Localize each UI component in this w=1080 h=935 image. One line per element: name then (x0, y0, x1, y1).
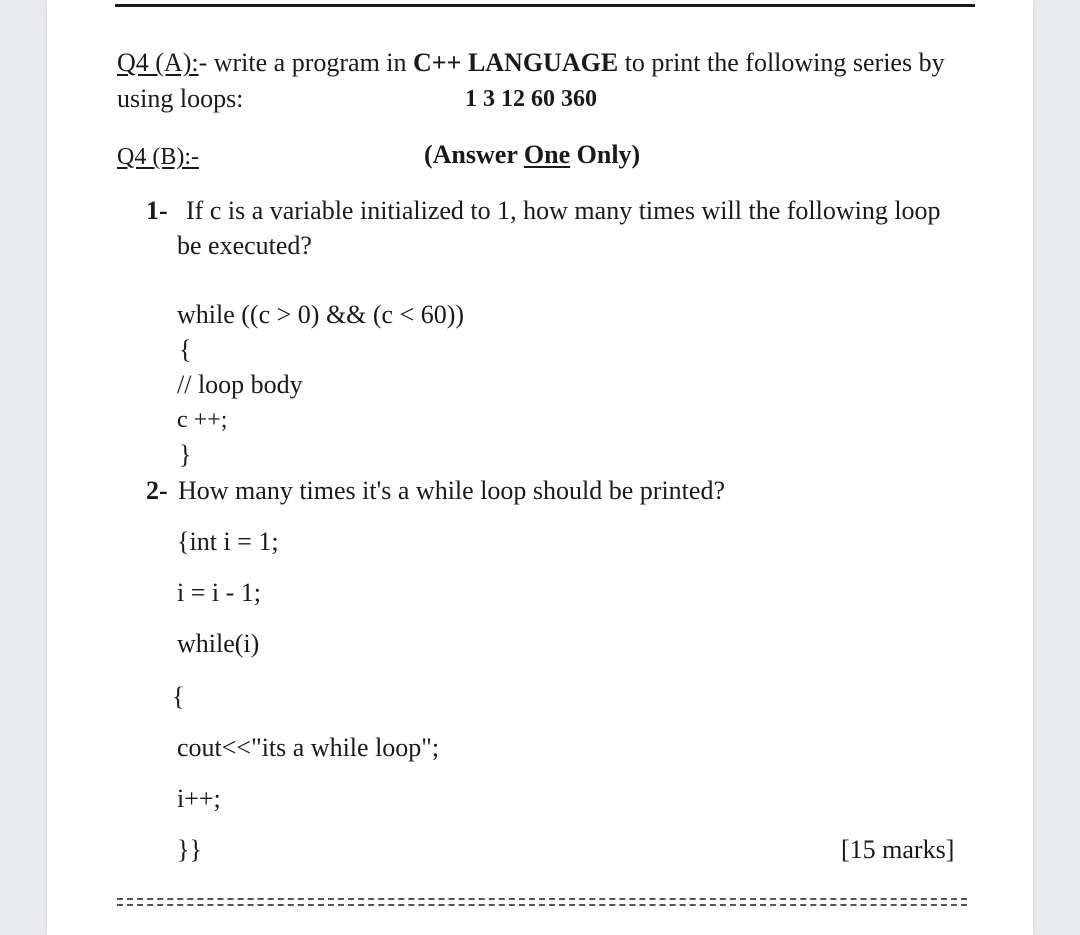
q4b-label: Q4 (B):- (117, 144, 199, 170)
bottom-divider (117, 898, 967, 906)
q4a-label: Q4 (A): (117, 48, 199, 77)
q4a-line1 (117, 48, 945, 78)
question1-line2: be executed? (177, 231, 312, 260)
marks-label: [15 marks] (841, 835, 955, 864)
question1-number: 1- (146, 196, 168, 225)
q4a-rest: to print the following series by (618, 48, 945, 77)
q4a-line2: using loops: (117, 84, 244, 113)
question2-text: How many times it's a while loop should be printed? (178, 476, 725, 505)
question2-number: 2- (146, 476, 168, 505)
q1-code-line: // loop body (177, 370, 303, 399)
q2-code-line: cout<<"its a while loop"; (177, 733, 440, 762)
q2-code-line: while(i) (177, 629, 260, 658)
q2-code-line: i = i - 1; (177, 578, 261, 607)
top-divider (115, 4, 975, 7)
q2-code-line: {int i = 1; (177, 527, 279, 556)
q2-code-line: i++; (177, 784, 221, 813)
answer-open: (Answer (424, 140, 524, 169)
q1-code-line: c ++; (177, 407, 228, 433)
q2-code-line: { (172, 682, 185, 711)
q1-code-line: { (179, 335, 192, 364)
answer-one: One (523, 140, 571, 169)
answer-close: Only) (570, 140, 641, 169)
q4a-series: 1 3 12 60 360 (465, 86, 597, 112)
q4a-language: C++ LANGUAGE (413, 48, 619, 77)
q4a-dash: - write a program in (198, 48, 414, 77)
q1-code-line: while ((c > 0) && (c < 60)) (177, 300, 465, 329)
q2-code-line: }} (177, 835, 202, 864)
answer-one-only (424, 140, 640, 170)
question1-line1: If c is a variable initialized to 1, how many times will the following loop (186, 196, 941, 225)
q1-code-line: } (179, 440, 192, 469)
